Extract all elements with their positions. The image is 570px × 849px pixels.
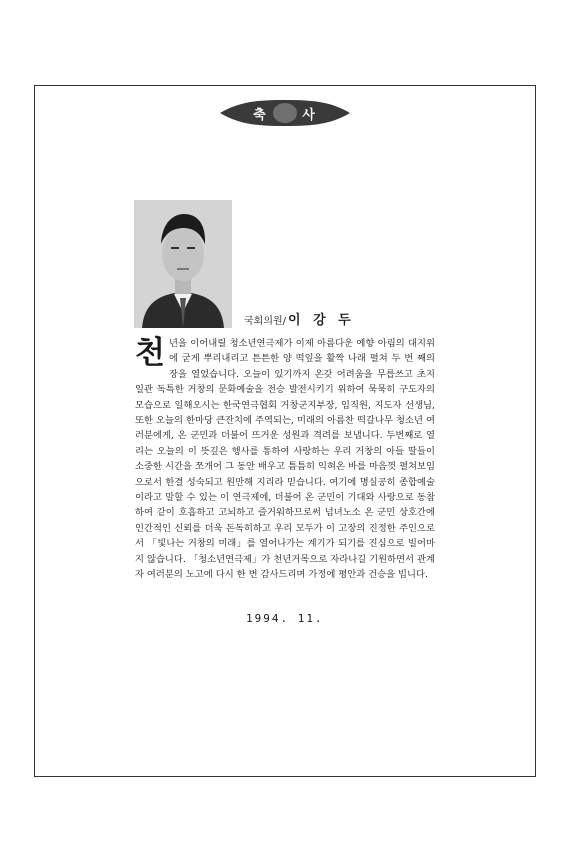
portrait-photo — [134, 200, 232, 328]
message-text: 년을 이어내릴 청소년연극제가 이제 아름다운 예향 아림의 대지위에 굳게 뿌리내리고 튼튼한 양 떡잎을 활짝 나래 펼쳐 두 번 째의 장을 열었습니다. 오늘이 있기까지 온갖 어려움을 무릅쓰고 초지일관 독특한 거창의 문화예술을 전승 발전시키기 위하여 묵묵히 구도자의 모습으로 일해오시는 한국연극협회 거창군지부장, 임직원, 지도자 선생님, 또한 오늘의 한마당 큰잔치에 주역되는, 미래의 아름찬 떡갈나무 청소년 여러분에게, 온 군민과 더불어 뜨거운 성원과 격려를 보냅니다. 두번째로 열리는 오늘의 이 뜻깊은 행사를 통하여 사랑하는 우리 거창의 아들 딸들이 소중한 시간을 쪼개어 그 동안 배우고 틈틈히 익혀온 바를 마음껏 펼쳐보임으로서 한결 성숙되고 원만해 지리라 믿습니다. 여기에 명실공히 종합예술이라고 말할 수 있는 이 연극제에, 더불어 온 군민이 기대와 사랑으로 동참하여 같이 호흡하고 고뇌하고 즐거워하므로써 넘녀노소 온 군민 상호간에 인간적인 신뢰를 더욱 돈독히하고 우리 모두가 이 고장의 진정한 주인으로서 「빛나는 거창의 미래」를 열어나가는 계기가 되기를 진심으로 빌어마지 않습니다. 「청소년연극제」가 천년거목으로 자라나길 기원하면서 관계자 여러분의 노고에 다시 한 번 감사드리며 가정에 평안과 건승을 빕니다. — [135, 338, 435, 581]
author-portrait — [134, 200, 232, 328]
title-banner — [220, 100, 350, 126]
author-credit — [244, 309, 355, 328]
drop-cap: 천 — [135, 335, 165, 371]
page-title: 축 사 — [253, 107, 331, 123]
message-body — [135, 336, 435, 583]
author-name: 이 강 두 — [288, 313, 355, 328]
author-role: 국회의원/ — [244, 316, 287, 327]
message-date: 1994. 11. — [246, 612, 324, 625]
